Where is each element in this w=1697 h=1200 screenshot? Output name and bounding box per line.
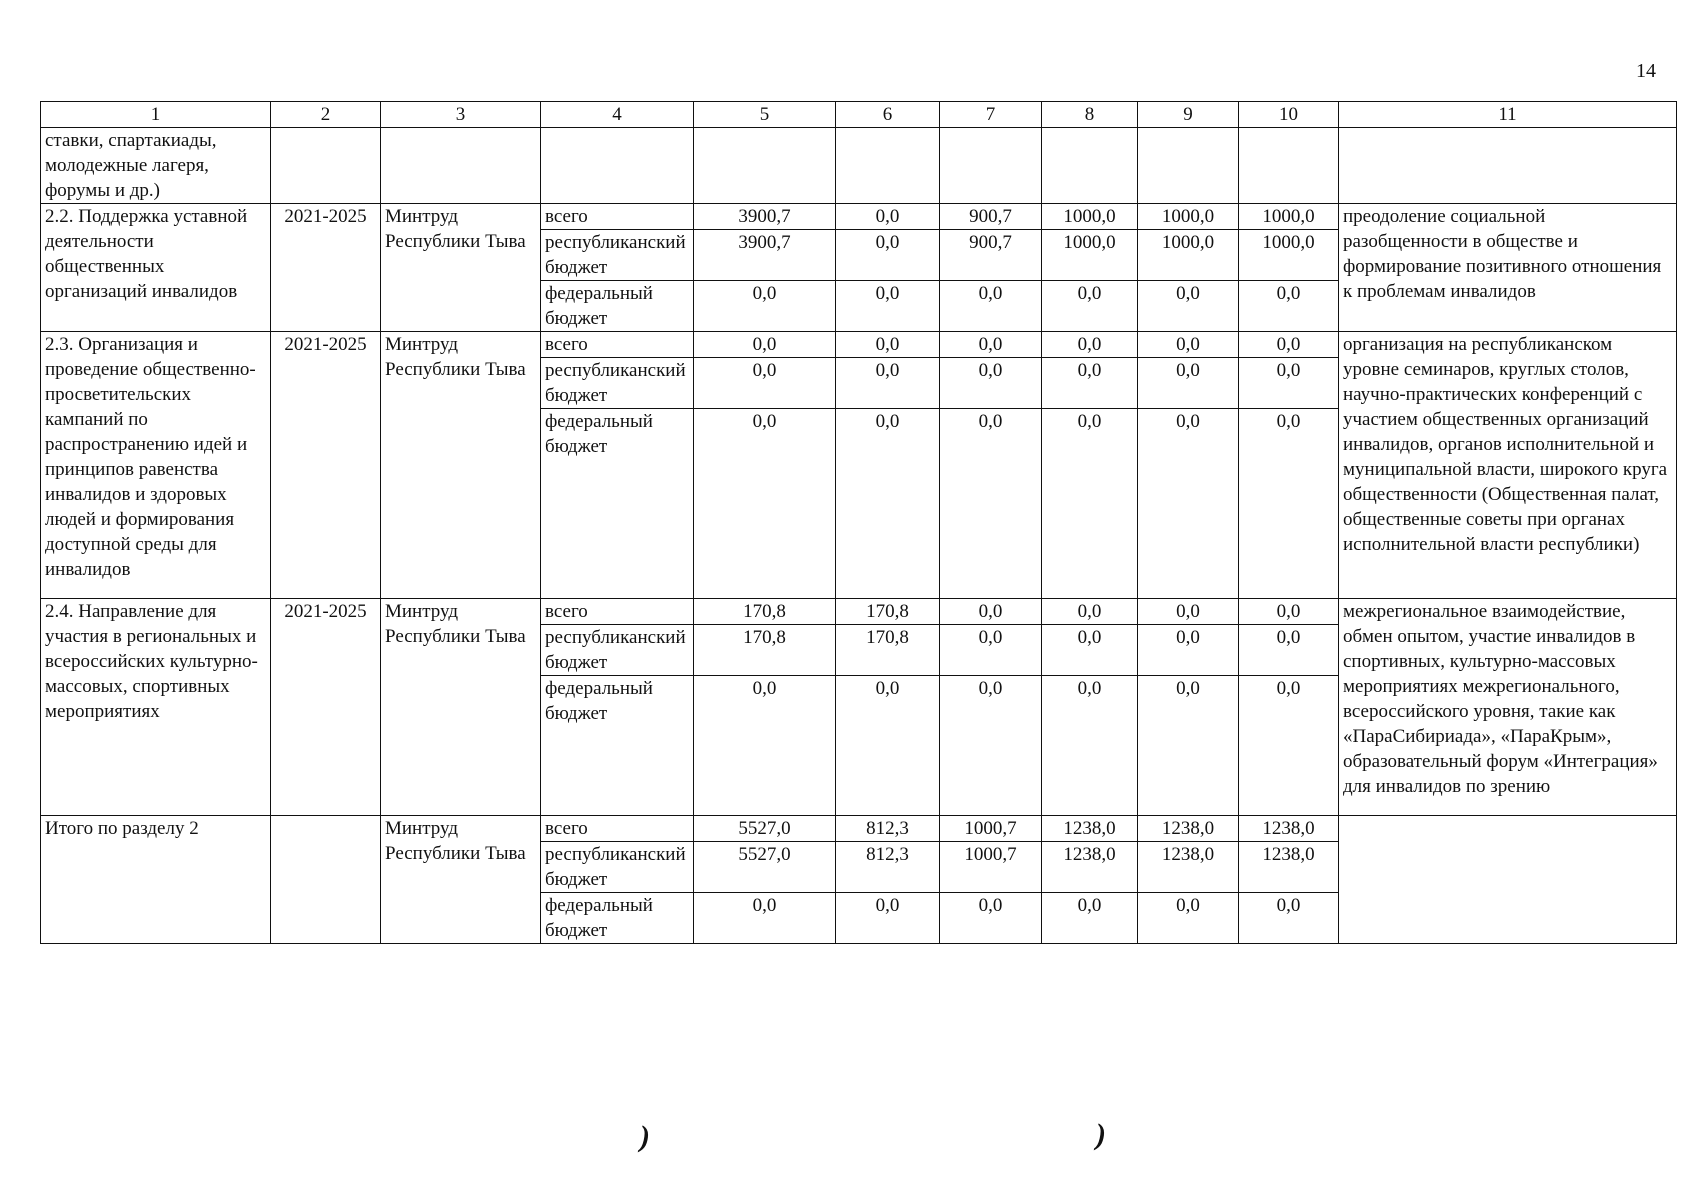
table-body xyxy=(41,102,1677,944)
funding-source: федеральный бюджет xyxy=(541,281,694,332)
column-number: 3 xyxy=(381,102,541,128)
amount-cell: 0,0 xyxy=(694,281,836,332)
column-number: 9 xyxy=(1138,102,1239,128)
table-row xyxy=(41,816,1677,842)
amount-cell: 170,8 xyxy=(694,599,836,625)
amount-cell: 3900,7 xyxy=(694,204,836,230)
measure-name: 2.2. Поддержка уставной деятельности общественных организаций инвалидов xyxy=(41,204,271,332)
amount-cell: 170,8 xyxy=(836,599,940,625)
amount-cell: 0,0 xyxy=(940,281,1042,332)
column-number: 5 xyxy=(694,102,836,128)
expected-result xyxy=(1339,816,1677,944)
amount-cell: 900,7 xyxy=(940,230,1042,281)
funding-source: всего xyxy=(541,204,694,230)
continuation-row xyxy=(41,128,1677,204)
expected-result: межрегиональное взаимодействие, обмен опытом, участие инвалидов в спортивных, культурно-массовых мероприятиях межрегионального, всероссийского уровня, такие как «ПараСибириада», «ПараКрым», образовательный форум «Интеграция» для инвалидов по зрению xyxy=(1339,599,1677,816)
measure-name: 2.4. Направление для участия в региональных и всероссийских культурно-массовых, спортивных мероприятиях xyxy=(41,599,271,816)
period xyxy=(271,816,381,944)
page-number: 14 xyxy=(1636,60,1656,82)
amount-cell: 0,0 xyxy=(1042,332,1138,358)
period: 2021-2025 xyxy=(271,599,381,816)
executor: Минтруд Республики Тыва xyxy=(381,332,541,599)
amount-cell: 0,0 xyxy=(1239,358,1339,409)
amount-cell: 1000,7 xyxy=(940,842,1042,893)
amount-cell: 0,0 xyxy=(1239,409,1339,599)
amount-cell: 0,0 xyxy=(1138,332,1239,358)
funding-source: республиканский бюджет xyxy=(541,842,694,893)
amount-cell: 0,0 xyxy=(694,893,836,944)
amount-cell: 3900,7 xyxy=(694,230,836,281)
period: 2021-2025 xyxy=(271,332,381,599)
executor: Минтруд Республики Тыва xyxy=(381,204,541,332)
amount-cell: 0,0 xyxy=(1042,599,1138,625)
funding-source: республиканский бюджет xyxy=(541,625,694,676)
amount-cell: 1000,0 xyxy=(1239,204,1339,230)
amount-cell: 1000,0 xyxy=(1138,204,1239,230)
amount-cell: 0,0 xyxy=(1138,599,1239,625)
amount-cell: 0,0 xyxy=(1138,358,1239,409)
amount-cell: 0,0 xyxy=(1138,893,1239,944)
column-number: 1 xyxy=(41,102,271,128)
amount-cell: 0,0 xyxy=(1138,409,1239,599)
amount-cell: 0,0 xyxy=(1138,676,1239,816)
column-number: 4 xyxy=(541,102,694,128)
budget-table xyxy=(40,101,1677,944)
amount-cell: 0,0 xyxy=(1042,676,1138,816)
table-row xyxy=(41,599,1677,625)
scan-mark: ) xyxy=(1096,1118,1106,1151)
amount-cell: 170,8 xyxy=(694,625,836,676)
amount-cell: 1000,0 xyxy=(1042,230,1138,281)
executor: Минтруд Республики Тыва xyxy=(381,816,541,944)
funding-source: федеральный бюджет xyxy=(541,409,694,599)
amount-cell: 0,0 xyxy=(1239,281,1339,332)
column-number: 2 xyxy=(271,102,381,128)
amount-cell: 1238,0 xyxy=(1138,842,1239,893)
amount-cell: 1238,0 xyxy=(1239,816,1339,842)
amount-cell: 0,0 xyxy=(1138,625,1239,676)
column-number: 7 xyxy=(940,102,1042,128)
amount-cell: 0,0 xyxy=(1239,676,1339,816)
amount-cell: 0,0 xyxy=(1239,332,1339,358)
amount-cell: 0,0 xyxy=(694,358,836,409)
executor: Минтруд Республики Тыва xyxy=(381,599,541,816)
amount-cell: 0,0 xyxy=(1042,893,1138,944)
amount-cell: 0,0 xyxy=(940,358,1042,409)
amount-cell: 0,0 xyxy=(836,204,940,230)
expected-result: преодоление социальной разобщенности в обществе и формирование позитивного отношения к проблемам инвалидов xyxy=(1339,204,1677,332)
amount-cell: 0,0 xyxy=(694,409,836,599)
amount-cell: 0,0 xyxy=(836,676,940,816)
amount-cell: 5527,0 xyxy=(694,842,836,893)
column-number-row xyxy=(41,102,1677,128)
measure-name: 2.3. Организация и проведение общественно-просветительских кампаний по распространению идей и принципов равенства инвалидов и здоровых людей и формирования доступной среды для инвалидов xyxy=(41,332,271,599)
amount-cell: 0,0 xyxy=(836,281,940,332)
amount-cell: 0,0 xyxy=(1239,625,1339,676)
amount-cell: 1238,0 xyxy=(1042,816,1138,842)
funding-source: федеральный бюджет xyxy=(541,676,694,816)
column-number: 11 xyxy=(1339,102,1677,128)
amount-cell: 0,0 xyxy=(1042,358,1138,409)
amount-cell: 1000,0 xyxy=(1138,230,1239,281)
amount-cell: 1238,0 xyxy=(1138,816,1239,842)
funding-source: всего xyxy=(541,599,694,625)
amount-cell: 0,0 xyxy=(694,676,836,816)
amount-cell: 0,0 xyxy=(836,230,940,281)
amount-cell: 0,0 xyxy=(836,409,940,599)
funding-source: федеральный бюджет xyxy=(541,893,694,944)
amount-cell: 0,0 xyxy=(1042,625,1138,676)
amount-cell: 0,0 xyxy=(836,358,940,409)
amount-cell: 0,0 xyxy=(694,332,836,358)
scan-mark: ) xyxy=(640,1120,650,1153)
amount-cell: 1000,0 xyxy=(1239,230,1339,281)
amount-cell: 0,0 xyxy=(1042,409,1138,599)
column-number: 8 xyxy=(1042,102,1138,128)
amount-cell: 900,7 xyxy=(940,204,1042,230)
column-number: 6 xyxy=(836,102,940,128)
funding-source: республиканский бюджет xyxy=(541,358,694,409)
measure-name: Итого по разделу 2 xyxy=(41,816,271,944)
amount-cell: 1000,0 xyxy=(1042,204,1138,230)
continuation-text: ставки, спартакиады, молодежные лагеря, форумы и др.) xyxy=(41,128,271,204)
amount-cell: 0,0 xyxy=(940,332,1042,358)
amount-cell: 0,0 xyxy=(940,676,1042,816)
amount-cell: 0,0 xyxy=(940,599,1042,625)
amount-cell: 0,0 xyxy=(940,893,1042,944)
amount-cell: 1238,0 xyxy=(1042,842,1138,893)
period: 2021-2025 xyxy=(271,204,381,332)
amount-cell: 812,3 xyxy=(836,816,940,842)
column-number: 10 xyxy=(1239,102,1339,128)
table-row xyxy=(41,204,1677,230)
funding-source: всего xyxy=(541,816,694,842)
amount-cell: 5527,0 xyxy=(694,816,836,842)
amount-cell: 0,0 xyxy=(940,409,1042,599)
amount-cell: 0,0 xyxy=(836,332,940,358)
funding-source: всего xyxy=(541,332,694,358)
amount-cell: 0,0 xyxy=(1239,893,1339,944)
expected-result: организация на республиканском уровне семинаров, круглых столов, научно-практических конференций с участием общественных организаций инвалидов, органов исполнительной и муниципальной власти, широкого круга общественности (Общественная палат, общественные советы при органах исполнительной власти республики) xyxy=(1339,332,1677,599)
amount-cell: 170,8 xyxy=(836,625,940,676)
amount-cell: 0,0 xyxy=(940,625,1042,676)
amount-cell: 0,0 xyxy=(1239,599,1339,625)
table-row xyxy=(41,332,1677,358)
amount-cell: 0,0 xyxy=(1042,281,1138,332)
amount-cell: 1238,0 xyxy=(1239,842,1339,893)
funding-source: республиканский бюджет xyxy=(541,230,694,281)
amount-cell: 0,0 xyxy=(836,893,940,944)
amount-cell: 812,3 xyxy=(836,842,940,893)
amount-cell: 1000,7 xyxy=(940,816,1042,842)
amount-cell: 0,0 xyxy=(1138,281,1239,332)
